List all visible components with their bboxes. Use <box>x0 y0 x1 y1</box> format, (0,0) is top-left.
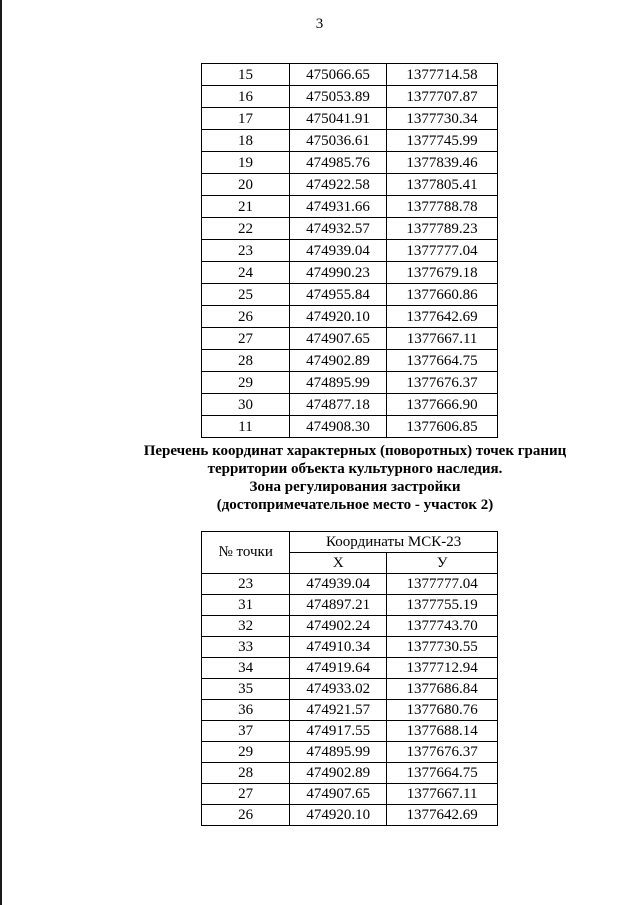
table-row <box>202 262 498 284</box>
x-coordinate-cell: 474931.66 <box>289 196 386 218</box>
table-row <box>202 742 498 763</box>
point-number-cell: 24 <box>202 262 290 284</box>
y-coordinate-cell: 1377805.41 <box>387 174 498 196</box>
table-row <box>202 372 498 394</box>
table-row <box>202 679 498 700</box>
point-number-cell: 28 <box>202 350 290 372</box>
point-number-cell: 37 <box>202 721 290 742</box>
table-row <box>202 328 498 350</box>
point-number-cell: 36 <box>202 700 290 721</box>
point-number-cell: 34 <box>202 658 290 679</box>
point-number-cell: 15 <box>202 64 290 86</box>
point-number-cell: 25 <box>202 284 290 306</box>
point-number-cell: 19 <box>202 152 290 174</box>
heading-line-3: Зона регулирования застройки <box>249 479 461 495</box>
page-number: 3 <box>315 16 324 32</box>
y-coordinate-cell: 1377839.46 <box>387 152 498 174</box>
zone-table-header <box>202 532 498 574</box>
point-number-cell: 17 <box>202 108 290 130</box>
x-coordinate-cell: 474985.76 <box>289 152 386 174</box>
y-column-header: У <box>387 553 498 574</box>
table-row <box>202 616 498 637</box>
y-coordinate-cell: 1377788.78 <box>387 196 498 218</box>
x-coordinate-cell: 474877.18 <box>289 394 386 416</box>
point-number-cell: 27 <box>202 784 290 805</box>
point-number-cell: 11 <box>202 416 290 438</box>
header-row-1 <box>202 532 498 553</box>
x-coordinate-cell: 474902.24 <box>290 616 387 637</box>
x-coordinate-cell: 474922.58 <box>289 174 386 196</box>
x-coordinate-cell: 474990.23 <box>289 262 386 284</box>
x-coordinate-cell: 474917.55 <box>290 721 387 742</box>
table-row <box>202 700 498 721</box>
point-number-cell: 33 <box>202 637 290 658</box>
table-row <box>202 218 498 240</box>
x-coordinate-cell: 475053.89 <box>289 86 386 108</box>
y-coordinate-cell: 1377745.99 <box>387 130 498 152</box>
x-coordinate-cell: 474932.57 <box>289 218 386 240</box>
y-coordinate-cell: 1377730.55 <box>387 637 498 658</box>
y-coordinate-cell: 1377730.34 <box>387 108 498 130</box>
y-coordinate-cell: 1377664.75 <box>387 763 498 784</box>
table-row <box>202 174 498 196</box>
x-coordinate-cell: 474907.65 <box>290 784 387 805</box>
y-coordinate-cell: 1377707.87 <box>387 86 498 108</box>
table-row <box>202 394 498 416</box>
point-number-cell: 30 <box>202 394 290 416</box>
heading-line-2: территории объекта культурного наследия. <box>207 461 503 477</box>
heading-line-1: Перечень координат характерных (поворотных) точек границ <box>143 443 567 459</box>
table-row <box>202 64 498 86</box>
point-number-cell: 35 <box>202 679 290 700</box>
x-coordinate-cell: 474907.65 <box>289 328 386 350</box>
y-coordinate-cell: 1377743.70 <box>387 616 498 637</box>
x-coordinate-cell: 474902.89 <box>289 350 386 372</box>
point-number-cell: 29 <box>202 742 290 763</box>
x-coordinate-cell: 474933.02 <box>290 679 387 700</box>
coordinates-table-continued <box>201 63 498 438</box>
y-coordinate-cell: 1377667.11 <box>387 328 498 350</box>
section-heading <box>0 442 639 514</box>
table-row <box>202 86 498 108</box>
x-coordinate-cell: 474895.99 <box>290 742 387 763</box>
x-column-header: Х <box>290 553 387 574</box>
x-coordinate-cell: 475041.91 <box>289 108 386 130</box>
y-coordinate-cell: 1377755.19 <box>387 595 498 616</box>
point-number-cell: 23 <box>202 240 290 262</box>
x-coordinate-cell: 474908.30 <box>289 416 386 438</box>
table-row <box>202 108 498 130</box>
y-coordinate-cell: 1377789.23 <box>387 218 498 240</box>
x-coordinate-cell: 474920.10 <box>290 805 387 826</box>
table-row <box>202 805 498 826</box>
point-number-cell: 21 <box>202 196 290 218</box>
table-row <box>202 595 498 616</box>
y-coordinate-cell: 1377642.69 <box>387 805 498 826</box>
table-row <box>202 784 498 805</box>
point-number-cell: 18 <box>202 130 290 152</box>
x-coordinate-cell: 474895.99 <box>289 372 386 394</box>
point-number-cell: 22 <box>202 218 290 240</box>
x-coordinate-cell: 475066.65 <box>289 64 386 86</box>
table-row <box>202 574 498 595</box>
coordinates-table-body <box>202 64 498 438</box>
point-number-cell: 23 <box>202 574 290 595</box>
x-coordinate-cell: 474939.04 <box>289 240 386 262</box>
x-coordinate-cell: 474921.57 <box>290 700 387 721</box>
x-coordinate-cell: 474910.34 <box>290 637 387 658</box>
point-number-header: № точки <box>202 532 290 574</box>
point-number-cell: 20 <box>202 174 290 196</box>
x-coordinate-cell: 474919.64 <box>290 658 387 679</box>
zone-coordinates-table <box>201 531 498 826</box>
y-coordinate-cell: 1377777.04 <box>387 240 498 262</box>
y-coordinate-cell: 1377680.76 <box>387 700 498 721</box>
table-row <box>202 721 498 742</box>
x-coordinate-cell: 474939.04 <box>290 574 387 595</box>
y-coordinate-cell: 1377666.90 <box>387 394 498 416</box>
y-coordinate-cell: 1377712.94 <box>387 658 498 679</box>
table-row <box>202 658 498 679</box>
point-number-cell: 29 <box>202 372 290 394</box>
table-row <box>202 350 498 372</box>
x-coordinate-cell: 474902.89 <box>290 763 387 784</box>
table-row <box>202 763 498 784</box>
heading-line-4: (достопримечательное место - участок 2) <box>216 497 494 513</box>
coordinates-header: Координаты МСК-23 <box>290 532 498 553</box>
y-coordinate-cell: 1377667.11 <box>387 784 498 805</box>
table-row <box>202 416 498 438</box>
table-row <box>202 240 498 262</box>
point-number-cell: 16 <box>202 86 290 108</box>
y-coordinate-cell: 1377664.75 <box>387 350 498 372</box>
zone-table-body <box>202 574 498 826</box>
point-number-cell: 28 <box>202 763 290 784</box>
x-coordinate-cell: 474920.10 <box>289 306 386 328</box>
y-coordinate-cell: 1377679.18 <box>387 262 498 284</box>
table-row <box>202 196 498 218</box>
y-coordinate-cell: 1377688.14 <box>387 721 498 742</box>
point-number-cell: 31 <box>202 595 290 616</box>
y-coordinate-cell: 1377642.69 <box>387 306 498 328</box>
point-number-cell: 27 <box>202 328 290 350</box>
y-coordinate-cell: 1377660.86 <box>387 284 498 306</box>
y-coordinate-cell: 1377686.84 <box>387 679 498 700</box>
y-coordinate-cell: 1377714.58 <box>387 64 498 86</box>
point-number-cell: 26 <box>202 306 290 328</box>
x-coordinate-cell: 474955.84 <box>289 284 386 306</box>
y-coordinate-cell: 1377676.37 <box>387 372 498 394</box>
x-coordinate-cell: 475036.61 <box>289 130 386 152</box>
point-number-cell: 32 <box>202 616 290 637</box>
y-coordinate-cell: 1377676.37 <box>387 742 498 763</box>
x-coordinate-cell: 474897.21 <box>290 595 387 616</box>
table-row <box>202 284 498 306</box>
table-row <box>202 306 498 328</box>
table-row <box>202 637 498 658</box>
y-coordinate-cell: 1377606.85 <box>387 416 498 438</box>
table-row <box>202 152 498 174</box>
point-number-cell: 26 <box>202 805 290 826</box>
table-row <box>202 130 498 152</box>
y-coordinate-cell: 1377777.04 <box>387 574 498 595</box>
